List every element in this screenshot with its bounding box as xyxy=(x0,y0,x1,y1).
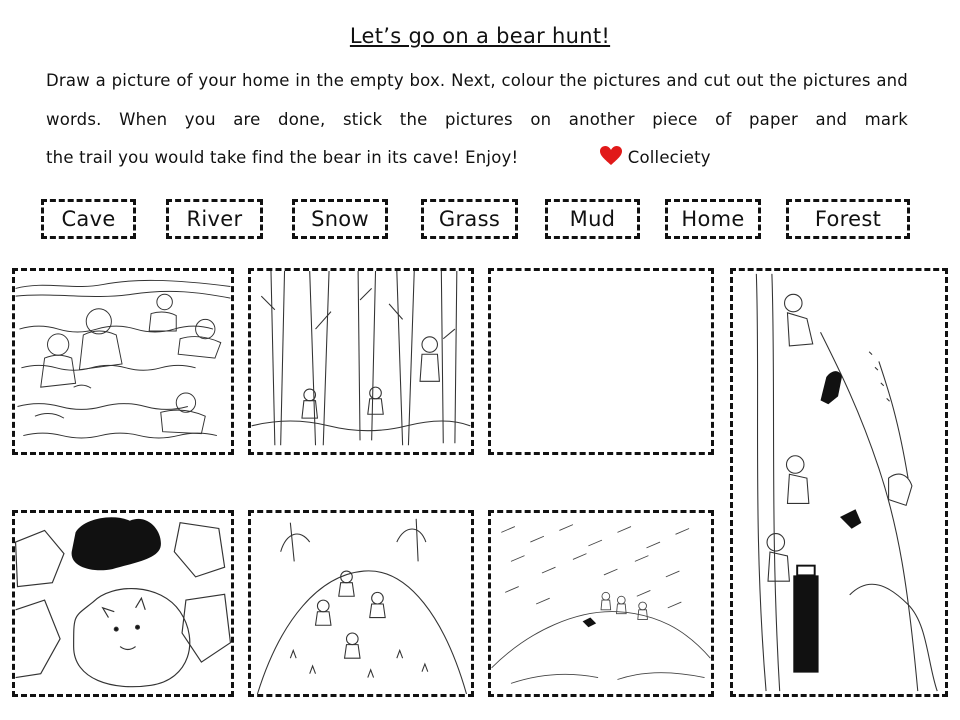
word-card-forest[interactable]: Forest xyxy=(786,199,910,239)
word-card-mud[interactable]: Mud xyxy=(545,199,640,239)
forest-illustration xyxy=(251,271,471,452)
cave-illustration xyxy=(15,513,231,694)
river-illustration xyxy=(15,271,231,452)
instructions-line-1: Draw a picture of your home in the empty box. Next, colour the pictures and cut out the pictures and words. When you are done, stick the pictures on another piece of paper and mark xyxy=(46,71,908,129)
grass-illustration xyxy=(251,513,471,694)
word-card-river[interactable]: River xyxy=(166,199,263,239)
picture-card-cave[interactable] xyxy=(12,510,234,697)
instructions xyxy=(46,62,908,181)
trail-illustration xyxy=(733,271,945,694)
picture-card-forest[interactable] xyxy=(248,268,474,455)
picture-card-home-empty[interactable] xyxy=(488,268,714,455)
snow-illustration xyxy=(491,513,711,694)
instructions-line-2-wrap xyxy=(46,148,711,167)
picture-card-snow[interactable] xyxy=(488,510,714,697)
word-card-cave[interactable]: Cave xyxy=(41,199,136,239)
word-card-snow[interactable]: Snow xyxy=(292,199,388,239)
picture-card-grass[interactable] xyxy=(248,510,474,697)
instructions-line-2: the trail you would take find the bear in its cave! Enjoy! xyxy=(46,148,519,167)
picture-card-trail[interactable] xyxy=(730,268,948,697)
word-card-home[interactable]: Home xyxy=(665,199,761,239)
worksheet-title: Let’s go on a bear hunt! xyxy=(349,24,611,48)
word-card-grass[interactable]: Grass xyxy=(421,199,518,239)
picture-card-river[interactable] xyxy=(12,268,234,455)
heart-icon xyxy=(600,142,622,181)
credit: Colleciety xyxy=(627,148,711,167)
